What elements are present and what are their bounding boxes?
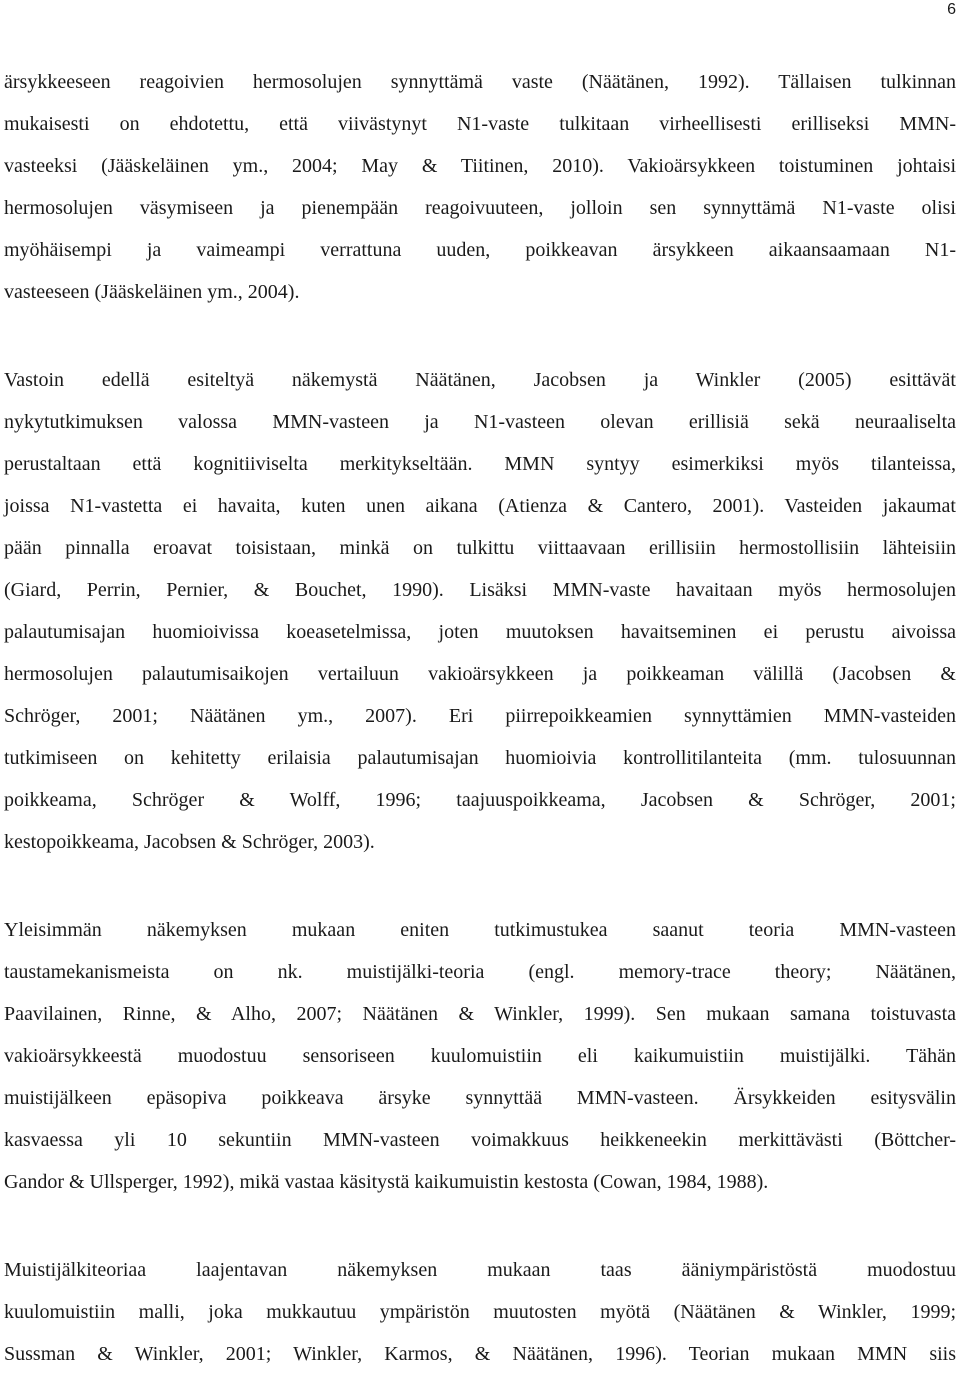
text-line: vakioärsykkeestä muodostuu sensoriseen kuulomuistiin eli kaikumuistiin muistijälki. Tähän	[4, 1045, 956, 1067]
text-line: palautumisajan huomioivissa koeasetelmissa, joten muutoksen havaitseminen ei perustu aivoissa	[4, 621, 956, 643]
text-line: tutkimiseen on kehitetty erilaisia palautumisajan huomioivia kontrollitilanteita (mm. tulosuunnan	[4, 747, 956, 769]
text-line: hermosolujen väsymiseen ja pienempään reagoivuuteen, jolloin sen synnyttämä N1-vaste olisi	[4, 197, 956, 219]
text-line: Muistijälkiteoriaa laajentavan näkemyksen mukaan taas ääniympäristöstä muodostuu	[4, 1259, 956, 1281]
text-line: pään pinnalla eroavat toisistaan, minkä on tulkittu viittaavaan erillisiin hermostollisiin lähteisiin	[4, 537, 956, 559]
text-line: (Giard, Perrin, Pernier, & Bouchet, 1990). Lisäksi MMN-vaste havaitaan myös hermosolujen	[4, 579, 956, 601]
text-line: mukaisesti on ehdotettu, että viivästynyt N1-vaste tulkitaan virheellisesti erilliseksi MMN-	[4, 113, 956, 135]
page-number: 6	[947, 1, 956, 18]
text-line: joissa N1-vastetta ei havaita, kuten unen aikana (Atienza & Cantero, 2001). Vasteiden jakaumat	[4, 495, 956, 517]
text-line: kuulomuistiin malli, joka mukkautuu ympäristön muutosten myötä (Näätänen & Winkler, 1999;	[4, 1301, 956, 1323]
text-line: Schröger, 2001; Näätänen ym., 2007). Eri piirrepoikkeamien synnyttämien MMN-vasteiden	[4, 705, 956, 727]
text-line: Sussman & Winkler, 2001; Winkler, Karmos, & Näätänen, 1996). Teorian mukaan MMN siis	[4, 1343, 956, 1365]
text-line: muistijälkeen epäsopiva poikkeava ärsyke synnyttää MMN-vasteen. Ärsykkeiden esitysvälin	[4, 1087, 956, 1109]
text-line: Vastoin edellä esiteltyä näkemystä Näätänen, Jacobsen ja Winkler (2005) esittävät	[4, 369, 956, 391]
text-line: vasteeksi (Jääskeläinen ym., 2004; May & Tiitinen, 2010). Vakioärsykkeen toistuminen johtaisi	[4, 155, 956, 177]
text-line: taustamekanismeista on nk. muistijälki-teoria (engl. memory-trace theory; Näätänen,	[4, 961, 956, 983]
text-line: Gandor & Ullsperger, 1992), mikä vastaa käsitystä kaikumuistin kestosta (Cowan, 1984, 1988).	[4, 1171, 769, 1193]
text-line: Paavilainen, Rinne, & Alho, 2007; Näätänen & Winkler, 1999). Sen mukaan samana toistuvasta	[4, 1003, 956, 1025]
text-line: kasvaessa yli 10 sekuntiin MMN-vasteen voimakkuus heikkeneekin merkittävästi (Böttcher-	[4, 1129, 956, 1151]
text-line: ärsykkeeseen reagoivien hermosolujen synnyttämä vaste (Näätänen, 1992). Tällaisen tulkinnan	[4, 71, 956, 93]
text-line: hermosolujen palautumisaikojen vertailuun vakioärsykkeen ja poikkeaman välillä (Jacobsen &	[4, 663, 956, 685]
text-line: nykytutkimuksen valossa MMN-vasteen ja N1-vasteen olevan erillisiä sekä neuraaliselta	[4, 411, 956, 433]
text-line: myöhäisempi ja vaimeampi verrattuna uuden, poikkeavan ärsykkeen aikaansaamaan N1-	[4, 239, 956, 261]
text-line: poikkeama, Schröger & Wolff, 1996; taajuuspoikkeama, Jacobsen & Schröger, 2001;	[4, 789, 956, 811]
text-line: perustaltaan että kognitiiviselta merkitykseltään. MMN syntyy esimerkiksi myös tilanteissa,	[4, 453, 956, 475]
text-line: kestopoikkeama, Jacobsen & Schröger, 2003).	[4, 831, 375, 853]
text-line: Yleisimmän näkemyksen mukaan eniten tutkimustukea saanut teoria MMN-vasteen	[4, 919, 956, 941]
text-line: vasteeseen (Jääskeläinen ym., 2004).	[4, 281, 300, 303]
